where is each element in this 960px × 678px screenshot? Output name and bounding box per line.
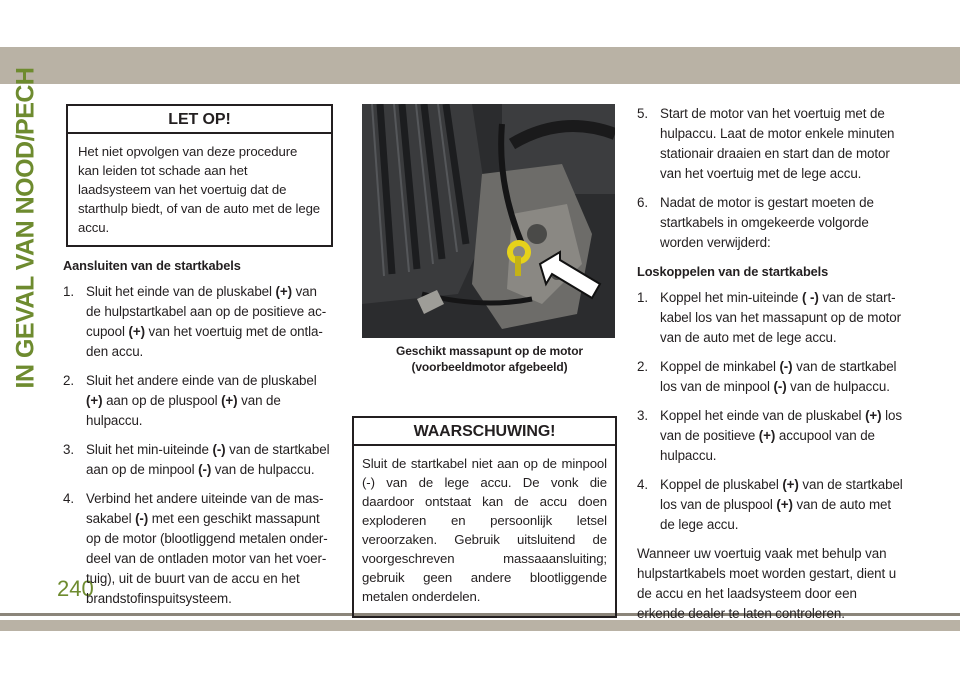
continue-steps [637,104,907,253]
list-item [637,357,907,397]
list-item [63,371,333,431]
step-text: Sluit het einde van de pluskabel [86,284,276,299]
disconnect-heading: Loskoppelen van de startkabels [637,264,829,279]
list-item [637,288,907,348]
step-text: Verbind het andere uiteinde van de massakabel [86,491,324,526]
step-text: los van de positieve [660,408,902,443]
polarity-symbol: (-) [779,359,793,374]
disconnect-steps [637,288,907,535]
step-text: van de hulpaccu. [786,379,890,394]
polarity-symbol: (+) [275,284,292,299]
photo-caption: Geschikt massapunt op de motor (voorbeeldmotor afgebeeld) [395,344,584,374]
step-number: 3. [63,442,74,457]
list-item [63,489,333,609]
list-item [637,406,907,466]
step-number: 4. [637,477,648,492]
page-number: 240 [57,576,94,601]
connect-heading: Aansluiten van de startkabels [63,258,241,273]
step-text: Koppel de minkabel [660,359,780,374]
caution-title: LET OP! [68,106,331,134]
step-number: 3. [637,408,648,423]
list-item [637,193,907,253]
step-number: 4. [63,491,74,506]
list-item [637,475,907,535]
polarity-symbol: (+) [86,393,103,408]
connect-steps [63,282,333,609]
step-text: Sluit het min-uiteinde [86,442,213,457]
step-text: van de hulpstartkabel aan op de positieve accupool [86,284,327,339]
step-text: accupool van de hulpaccu. [660,428,875,463]
polarity-symbol: (-) [198,462,212,477]
step-text: van de auto met de lege accu. [660,497,891,532]
caution-box [66,104,333,247]
step-text: van de hulpaccu. [211,462,315,477]
closing-paragraph: Wanneer uw voertuig vaak met behulp van hulpstartkabels moet worden gestart, dient u de accu en het laadsysteem door een erkende dealer te laten controleren. [637,546,897,621]
right-column [637,104,907,624]
step-text: van de startkabel aan op de minpool [86,442,330,477]
step-text: Start de motor van het voertuig met de hulpaccu. Laat de motor enkele minuten stationair draaien en start dan de motor van het voertuig met de lege accu. [660,106,895,181]
step-text: Koppel het einde van de pluskabel [660,408,866,423]
list-item [637,104,907,184]
step-text: van de startkabel los van de minpool [660,359,897,394]
polarity-symbol: ( -) [802,290,819,305]
step-text: van de startkabel los van de pluspool [660,477,903,512]
step-text: met een geschikt massapunt op de motor (blootliggend metalen onderdeel van de ontladen motor van het voertuig), uit de buurt van de accu en het brandstofinspuitsysteem. [86,511,328,606]
polarity-symbol: (+) [128,324,145,339]
step-number: 1. [63,284,74,299]
step-text: Koppel de pluskabel [660,477,783,492]
polarity-symbol: (+) [782,477,799,492]
step-text: Nadat de motor is gestart moeten de startkabels in omgekeerde volgorde worden verwijderd: [660,195,874,250]
polarity-symbol: (-) [773,379,787,394]
list-item [63,282,333,362]
step-text: van de startkabel los van het massapunt op de motor van de auto met de lege accu. [660,290,901,345]
polarity-symbol: (-) [212,442,226,457]
step-number: 2. [637,359,648,374]
step-text: aan op de pluspool [102,393,222,408]
section-title: IN GEVAL VAN NOOD/PECH [11,67,40,389]
polarity-symbol: (-) [135,511,149,526]
middle-column [352,104,617,618]
warning-text: Sluit de startkabel niet aan op de minpool (-) van de lege accu. De vonk die daardoor ontstaat kan de accu doen exploderen en persoonlijk letsel veroorzaken. Gebruik uitsluitend de voorgeschreven massaaansluiting; gebruik geen andere blootliggende metalen onderdelen. [362,456,607,604]
step-text: Koppel het min-uiteinde [660,290,803,305]
engine-ground-photo [362,104,615,338]
polarity-symbol: (+) [865,408,882,423]
polarity-symbol: (+) [758,428,776,443]
step-number: 5. [637,106,648,121]
caution-text: Het niet opvolgen van deze procedure kan leiden tot schade aan het laadsysteem van het voertuig dat de starthulp biedt, of van de auto met de lege accu. [78,144,321,235]
list-item [63,440,333,480]
step-text: Sluit het andere einde van de pluskabel [86,373,317,388]
warning-title: WAARSCHUWING! [354,418,615,446]
engine-illustration [362,104,615,338]
polarity-symbol: (+) [221,393,238,408]
left-column [63,104,333,618]
step-text: van de hulpaccu. [86,393,281,428]
header-band [0,47,960,84]
section-side-tab [0,67,50,389]
step-number: 1. [637,290,648,305]
warning-box [352,416,617,618]
step-text: van het voertuig met de ontladen accu. [86,324,323,359]
polarity-symbol: (+) [776,497,793,512]
step-number: 2. [63,373,74,388]
step-number: 6. [637,195,648,210]
